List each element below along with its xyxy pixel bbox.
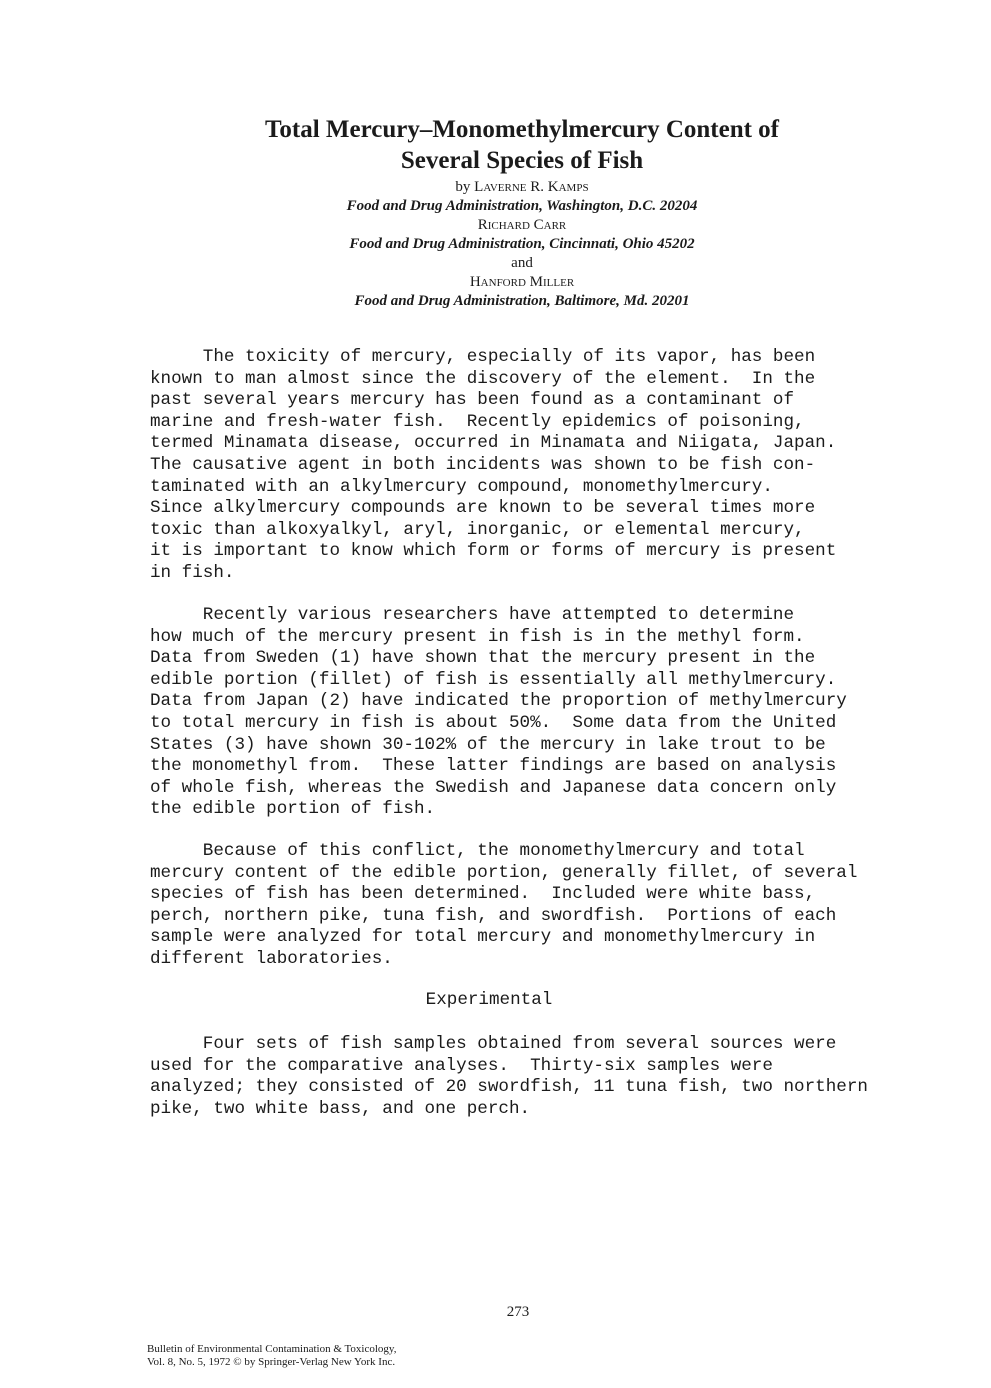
text-line: Four sets of fish samples obtained from several sources were [150,1034,837,1054]
text-line: in fish. [150,562,235,583]
text-line: States (3) have shown 30-102% of the mercury in lake trout to be [150,734,826,755]
text-line: The causative agent in both incidents was shown to be fish con- [150,454,816,475]
author-block [0,178,991,311]
paragraph-3 [150,841,857,971]
text-line: used for the comparative analyses. Thirty-six samples were [150,1055,773,1076]
text-line: to total mercury in fish is about 50%. Some data from the United [150,712,837,733]
text-line: how much of the mercury present in fish is in the methyl form. [150,626,805,647]
author-prefix: by [455,179,475,195]
author-name: Laverne R. Kamps [474,179,589,195]
text-line: Recently various researchers have attempted to determine [150,605,795,625]
paragraph-2 [150,605,847,821]
paper-title [0,114,991,176]
text-line: Because of this conflict, the monomethylmercury and total [150,841,805,861]
text-line: sample were analyzed for total mercury and monomethylmercury in [150,927,816,948]
paragraph-experimental [150,1034,868,1120]
author-2: Richard Carr [477,217,567,233]
author-3: Hanford Miller [469,274,575,290]
text-line: pike, two white bass, and one perch. [150,1098,531,1119]
text-line: known to man almost since the discovery of the element. In the [150,368,816,389]
text-line: the edible portion of fish. [150,799,436,820]
text-line: different laboratories. [150,948,393,969]
text-line: analyzed; they consisted of 20 swordfish, 11 tuna fish, two northern [150,1077,868,1098]
text-line: The toxicity of mercury, especially of its vapor, has been [150,347,816,367]
text-line: marine and fresh-water fish. Recently epidemics of poisoning, [150,411,805,432]
journal-footer [147,1343,396,1368]
text-line: mercury content of the edible portion, generally fillet, of several [150,862,858,883]
text-line: termed Minamata disease, occurred in Minamata and Niigata, Japan. [150,433,837,454]
footer-line-1: Bulletin of Environmental Contamination & Toxicology, [147,1343,397,1355]
paragraph-1 [150,347,836,585]
text-line: Data from Sweden (1) have shown that the mercury present in the [150,648,816,669]
text-line: toxic than alkoxyalkyl, aryl, inorganic, or elemental mercury, [150,519,805,540]
title-line-2: Several Species of Fish [400,147,644,174]
text-line: taminated with an alkylmercury compound, monomethylmercury. [150,476,773,497]
footer-line-2: Vol. 8, No. 5, 1972 © by Springer-Verlag New York Inc. [147,1355,396,1368]
text-line: the monomethyl from. These latter findings are based on analysis [150,756,837,777]
text-line: Data from Japan (2) have indicated the proportion of methylmercury [150,691,847,712]
author-affiliation: Food and Drug Administration, Baltimore, Md. 20201 [354,293,690,309]
author-1 [0,178,991,197]
text-line: edible portion (fillet) of fish is essentially all methylmercury. [150,669,837,690]
section-heading-experimental: Experimental [425,990,553,1010]
text-line: past several years mercury has been found as a contaminant of [150,390,795,411]
title-line-1: Total Mercury–Monomethylmercury Content of [264,116,780,143]
text-line: perch, northern pike, tuna fish, and swordfish. Portions of each [150,905,837,926]
text-line: of whole fish, whereas the Swedish and Japanese data concern only [150,777,837,798]
author-affiliation: Food and Drug Administration, Washington, D.C. 20204 [346,198,698,214]
author-conjunction: and [511,255,533,271]
text-line: Since alkylmercury compounds are known to be several times more [150,498,816,519]
author-affiliation: Food and Drug Administration, Cincinnati, Ohio 45202 [349,236,695,252]
page-number: 273 [506,1304,530,1320]
text-line: it is important to know which form or forms of mercury is present [150,541,837,562]
text-line: species of fish has been determined. Included were white bass, [150,884,816,905]
